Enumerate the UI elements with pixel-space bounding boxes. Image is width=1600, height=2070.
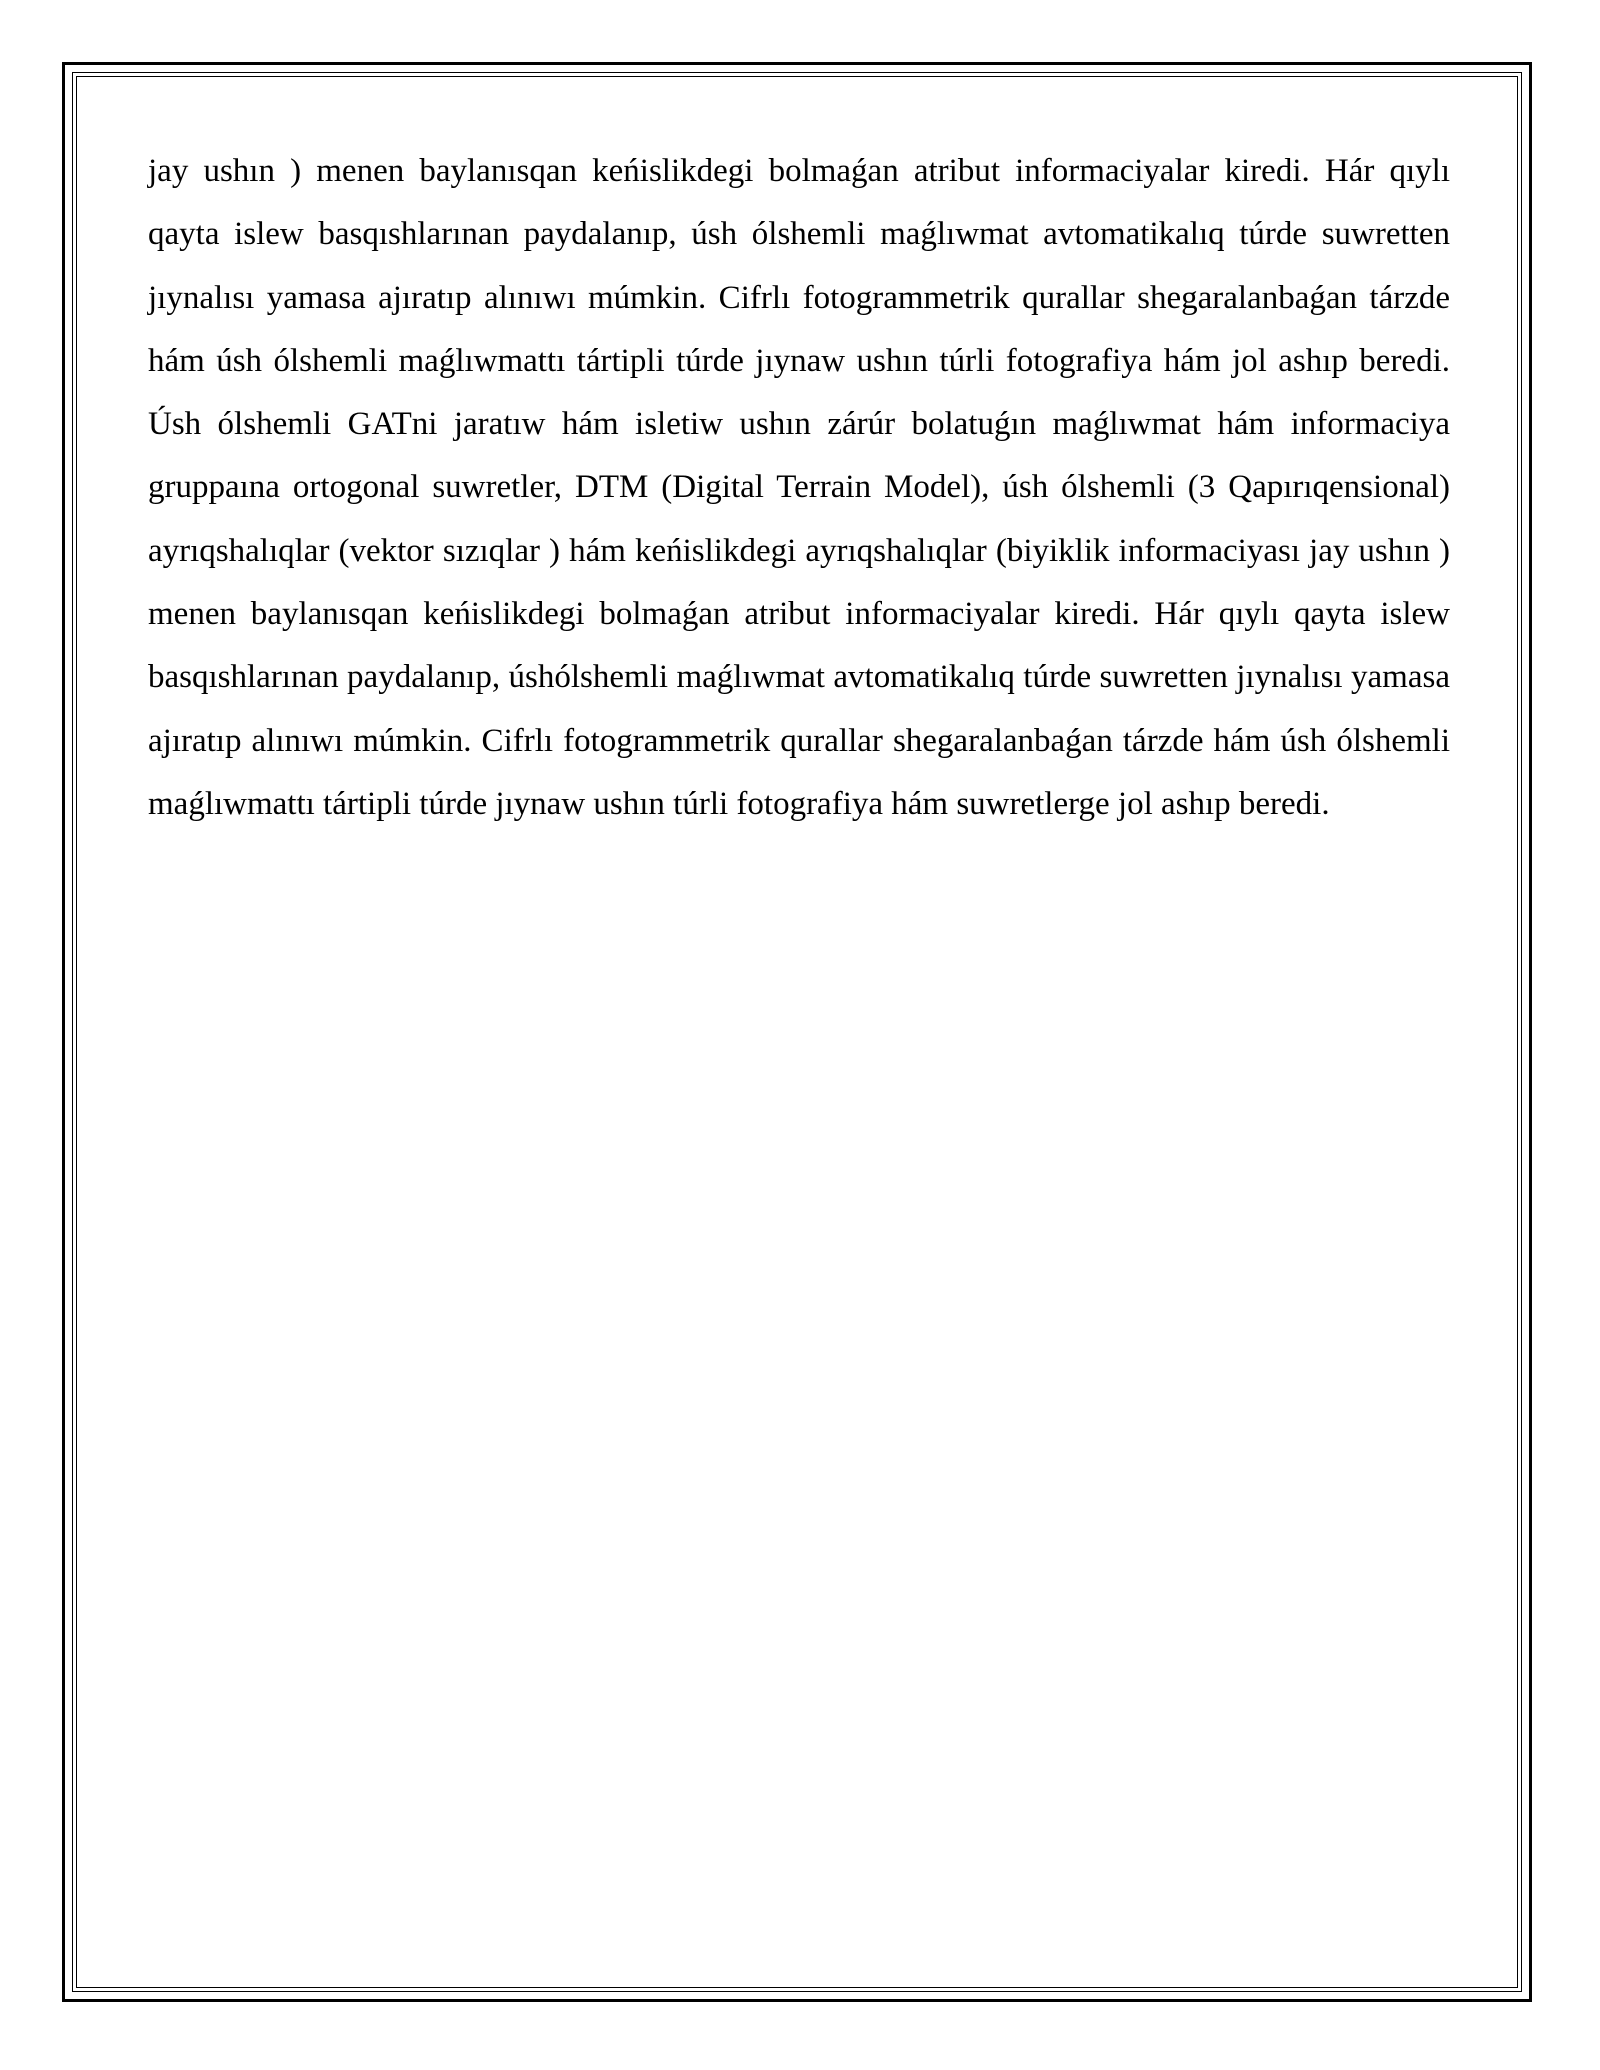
body-paragraph: jay ushın ) menen baylanısqan keńislikdegi bolmaǵan atribut informaciyalar kiredi. Hár qıylı qayta islew basqıshlarınan paydalanıp, úsh ólshemli maǵlıwmat avtomatikalıq túrde suwretten jıynalısı yamasa ajıratıp alınıwı múmkin. Cifrlı fotogrammetrik qurallar shegaralanbaǵan tárzde hám úsh ólshemli maǵlıwmattı tártipli túrde jıynaw ushın túrli fotografiya hám jol ashıp beredi. Úsh ólshemli GATni jaratıw hám isletiw ushın zárúr bolatuǵın maǵlıwmat hám informaciya gruppaına ortogonal suwretler, DTM (Digital Terrain Model), úsh ólshemli (3 Qapırıqensional) ayrıqshalıqlar (vektor sızıqlar ) hám keńislikdegi ayrıqshalıqlar (biyiklik informaciyası jay ushın ) menen baylanısqan keńislikdegi bolmaǵan atribut informaciyalar kiredi. Hár qıylı qayta islew basqıshlarınan paydalanıp, úshólshemli maǵlıwmat avtomatikalıq túrde suwretten jıynalısı yamasa ajıratıp alınıwı múmkin. Cifrlı fotogrammetrik qurallar shegaralanbaǵan tárzde hám úsh ólshemli maǵlıwmattı tártipli túrde jıynaw ushın túrli fotografiya hám suwretlerge jol ashıp beredi. — [148, 153, 1450, 822]
